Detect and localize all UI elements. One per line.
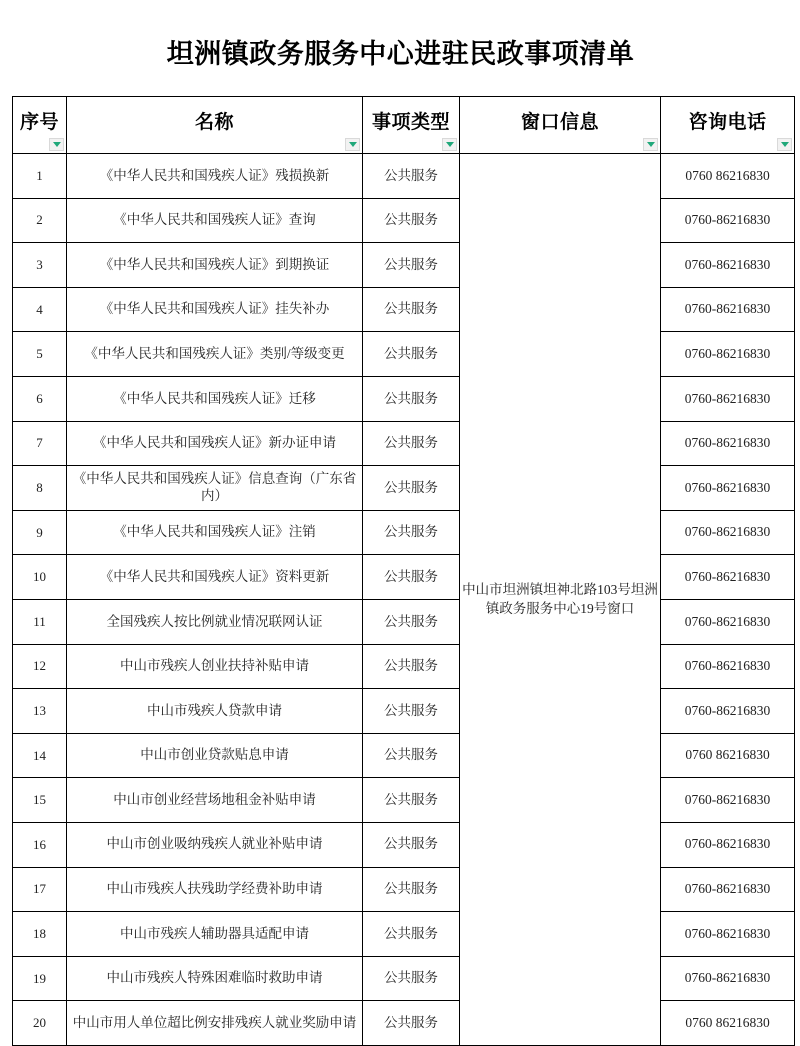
cell-phone[interactable]: 0760-86216830 (661, 510, 795, 555)
cell-name-text: 《中华人民共和国残疾人证》到期换证 (99, 256, 330, 272)
cell-phone[interactable]: 0760-86216830 (661, 689, 795, 734)
cell-type[interactable]: 公共服务 (363, 644, 460, 689)
cell-no[interactable]: 18 (13, 912, 67, 957)
table-row (13, 644, 795, 689)
cell-window-info-merged[interactable] (460, 154, 661, 1046)
cell-phone[interactable]: 0760-86216830 (661, 778, 795, 823)
cell-name[interactable] (67, 332, 363, 377)
cell-phone[interactable]: 0760-86216830 (661, 332, 795, 377)
cell-type[interactable]: 公共服务 (363, 867, 460, 912)
table-row (13, 555, 795, 600)
table-row (13, 822, 795, 867)
cell-name-text: 《中华人民共和国残疾人证》新办证申请 (93, 435, 336, 451)
table-row (13, 198, 795, 243)
cell-phone[interactable]: 0760-86216830 (661, 912, 795, 957)
column-header-phone[interactable] (661, 97, 795, 154)
cell-name-text: 中山市用人单位超比例安排残疾人就业奖励申请 (72, 1014, 357, 1030)
cell-no[interactable]: 19 (13, 956, 67, 1001)
cell-name-text: 《中华人民共和国残疾人证》注销 (113, 524, 316, 540)
table-row (13, 243, 795, 288)
cell-phone[interactable]: 0760-86216830 (661, 555, 795, 600)
cell-name-text: 《中华人民共和国残疾人证》残损换新 (99, 167, 330, 183)
cell-phone[interactable]: 0760-86216830 (661, 822, 795, 867)
cell-name-text: 《中华人民共和国残疾人证》查询 (113, 212, 316, 228)
title-band (12, 12, 789, 90)
header-window-inner (460, 97, 660, 153)
cell-type[interactable]: 公共服务 (363, 956, 460, 1001)
chevron-down-icon (446, 142, 454, 147)
cell-name[interactable] (67, 154, 363, 199)
cell-phone[interactable]: 0760 86216830 (661, 1001, 795, 1046)
cell-no[interactable]: 7 (13, 421, 67, 466)
cell-name[interactable] (67, 376, 363, 421)
cell-name-text: 《中华人民共和国残疾人证》挂失补办 (99, 301, 330, 317)
chevron-down-icon (647, 142, 655, 147)
cell-name[interactable] (67, 555, 363, 600)
cell-no[interactable]: 20 (13, 1001, 67, 1046)
cell-phone[interactable]: 0760-86216830 (661, 421, 795, 466)
table-row (13, 956, 795, 1001)
cell-type[interactable]: 公共服务 (363, 912, 460, 957)
cell-type[interactable]: 公共服务 (363, 376, 460, 421)
chevron-down-icon (349, 142, 357, 147)
chevron-down-icon (781, 142, 789, 147)
column-header-type-label: 事项类型 (371, 112, 450, 133)
cell-name[interactable] (67, 644, 363, 689)
cell-type[interactable]: 公共服务 (363, 778, 460, 823)
table-row (13, 421, 795, 466)
cell-name-text: 中山市残疾人创业扶持补贴申请 (120, 658, 309, 674)
cell-name[interactable] (67, 822, 363, 867)
table-row (13, 332, 795, 377)
cell-no[interactable]: 2 (13, 198, 67, 243)
cell-no[interactable]: 5 (13, 332, 67, 377)
cell-name[interactable] (67, 466, 363, 511)
table-row (13, 376, 795, 421)
column-header-window-label: 窗口信息 (520, 112, 599, 133)
cell-phone[interactable]: 0760-86216830 (661, 376, 795, 421)
cell-phone[interactable]: 0760-86216830 (661, 287, 795, 332)
table-row (13, 778, 795, 823)
cell-phone[interactable]: 0760-86216830 (661, 198, 795, 243)
table-header (13, 97, 795, 154)
header-phone-inner (661, 97, 794, 153)
cell-no[interactable]: 3 (13, 243, 67, 288)
cell-type[interactable]: 公共服务 (363, 421, 460, 466)
cell-type[interactable]: 公共服务 (363, 822, 460, 867)
table-row (13, 912, 795, 957)
table-row (13, 466, 795, 511)
table-row (13, 154, 795, 199)
cell-type[interactable]: 公共服务 (363, 689, 460, 734)
cell-type[interactable]: 公共服务 (363, 198, 460, 243)
cell-no[interactable]: 13 (13, 689, 67, 734)
cell-name-text: 中山市创业吸纳残疾人就业补贴申请 (106, 836, 323, 852)
cell-name[interactable] (67, 243, 363, 288)
cell-type[interactable]: 公共服务 (363, 332, 460, 377)
cell-phone[interactable]: 0760-86216830 (661, 243, 795, 288)
cell-name-text: 《中华人民共和国残疾人证》信息查询（广东省内） (72, 471, 357, 503)
cell-name[interactable] (67, 287, 363, 332)
cell-no[interactable]: 4 (13, 287, 67, 332)
column-header-no-label: 序号 (19, 112, 59, 133)
column-header-name-label: 名称 (194, 112, 234, 133)
table-row (13, 287, 795, 332)
filter-dropdown-icon-name[interactable] (345, 138, 360, 151)
cell-no[interactable]: 1 (13, 154, 67, 199)
cell-no[interactable]: 6 (13, 376, 67, 421)
cell-no[interactable]: 14 (13, 733, 67, 778)
cell-type[interactable]: 公共服务 (363, 733, 460, 778)
cell-name[interactable] (67, 778, 363, 823)
cell-no[interactable]: 15 (13, 778, 67, 823)
filter-dropdown-icon-phone[interactable] (777, 138, 792, 151)
cell-name-text: 中山市创业贷款贴息申请 (140, 747, 289, 763)
cell-name[interactable] (67, 510, 363, 555)
filter-dropdown-icon-no[interactable] (49, 138, 64, 151)
column-header-type[interactable] (363, 97, 460, 154)
cell-no[interactable]: 11 (13, 599, 67, 644)
filter-dropdown-icon-type[interactable] (442, 138, 457, 151)
cell-name-text: 中山市残疾人贷款申请 (147, 702, 282, 718)
cell-name-text: 中山市创业经营场地租金补贴申请 (113, 791, 316, 807)
table-row (13, 510, 795, 555)
chevron-down-icon (53, 142, 61, 147)
cell-window-info-text: 中山市坦洲镇坦神北路103号坦洲镇政务服务中心19号窗口 (462, 581, 658, 617)
cell-name-text: 中山市残疾人扶残助学经费补助申请 (106, 881, 323, 897)
items-table (12, 96, 795, 1046)
column-header-window[interactable] (460, 97, 661, 154)
cell-phone[interactable]: 0760-86216830 (661, 867, 795, 912)
cell-no[interactable]: 12 (13, 644, 67, 689)
header-name-inner (67, 97, 362, 153)
cell-name-text: 《中华人民共和国残疾人证》迁移 (113, 390, 316, 406)
cell-no[interactable]: 10 (13, 555, 67, 600)
cell-type[interactable]: 公共服务 (363, 1001, 460, 1046)
cell-type[interactable]: 公共服务 (363, 243, 460, 288)
cell-type[interactable]: 公共服务 (363, 287, 460, 332)
cell-name[interactable] (67, 733, 363, 778)
table-row (13, 867, 795, 912)
cell-type[interactable]: 公共服务 (363, 599, 460, 644)
table-body (13, 154, 795, 1046)
page-title: 坦洲镇政务服务中心进驻民政事项清单 (166, 38, 635, 69)
table-row (13, 1001, 795, 1046)
cell-name-text: 《中华人民共和国残疾人证》类别/等级变更 (84, 345, 345, 361)
cell-phone[interactable]: 0760-86216830 (661, 956, 795, 1001)
cell-no[interactable]: 16 (13, 822, 67, 867)
cell-name[interactable] (67, 599, 363, 644)
cell-phone[interactable]: 0760-86216830 (661, 644, 795, 689)
cell-phone[interactable]: 0760 86216830 (661, 733, 795, 778)
cell-type[interactable]: 公共服务 (363, 154, 460, 199)
header-row (13, 97, 795, 154)
cell-type[interactable]: 公共服务 (363, 466, 460, 511)
cell-name-text: 全国残疾人按比例就业情况联网认证 (106, 613, 323, 629)
column-header-name[interactable] (67, 97, 363, 154)
cell-name[interactable] (67, 689, 363, 734)
cell-no[interactable]: 9 (13, 510, 67, 555)
table-row (13, 733, 795, 778)
column-header-no[interactable] (13, 97, 67, 154)
table-row (13, 599, 795, 644)
cell-name[interactable] (67, 956, 363, 1001)
table-row (13, 689, 795, 734)
cell-phone[interactable]: 0760 86216830 (661, 154, 795, 199)
cell-name[interactable] (67, 198, 363, 243)
cell-type[interactable]: 公共服务 (363, 555, 460, 600)
cell-name-text: 《中华人民共和国残疾人证》资料更新 (99, 568, 330, 584)
filter-dropdown-icon-window[interactable] (643, 138, 658, 151)
cell-name[interactable] (67, 867, 363, 912)
cell-name-text: 中山市残疾人特殊困难临时救助申请 (106, 970, 323, 986)
column-header-phone-label: 咨询电话 (688, 112, 767, 133)
cell-no[interactable]: 17 (13, 867, 67, 912)
cell-type[interactable]: 公共服务 (363, 510, 460, 555)
cell-name[interactable] (67, 912, 363, 957)
cell-name-text: 中山市残疾人辅助器具适配申请 (120, 925, 309, 941)
cell-name[interactable] (67, 1001, 363, 1046)
cell-no[interactable]: 8 (13, 466, 67, 511)
cell-name[interactable] (67, 421, 363, 466)
cell-phone[interactable]: 0760-86216830 (661, 466, 795, 511)
cell-phone[interactable]: 0760-86216830 (661, 599, 795, 644)
